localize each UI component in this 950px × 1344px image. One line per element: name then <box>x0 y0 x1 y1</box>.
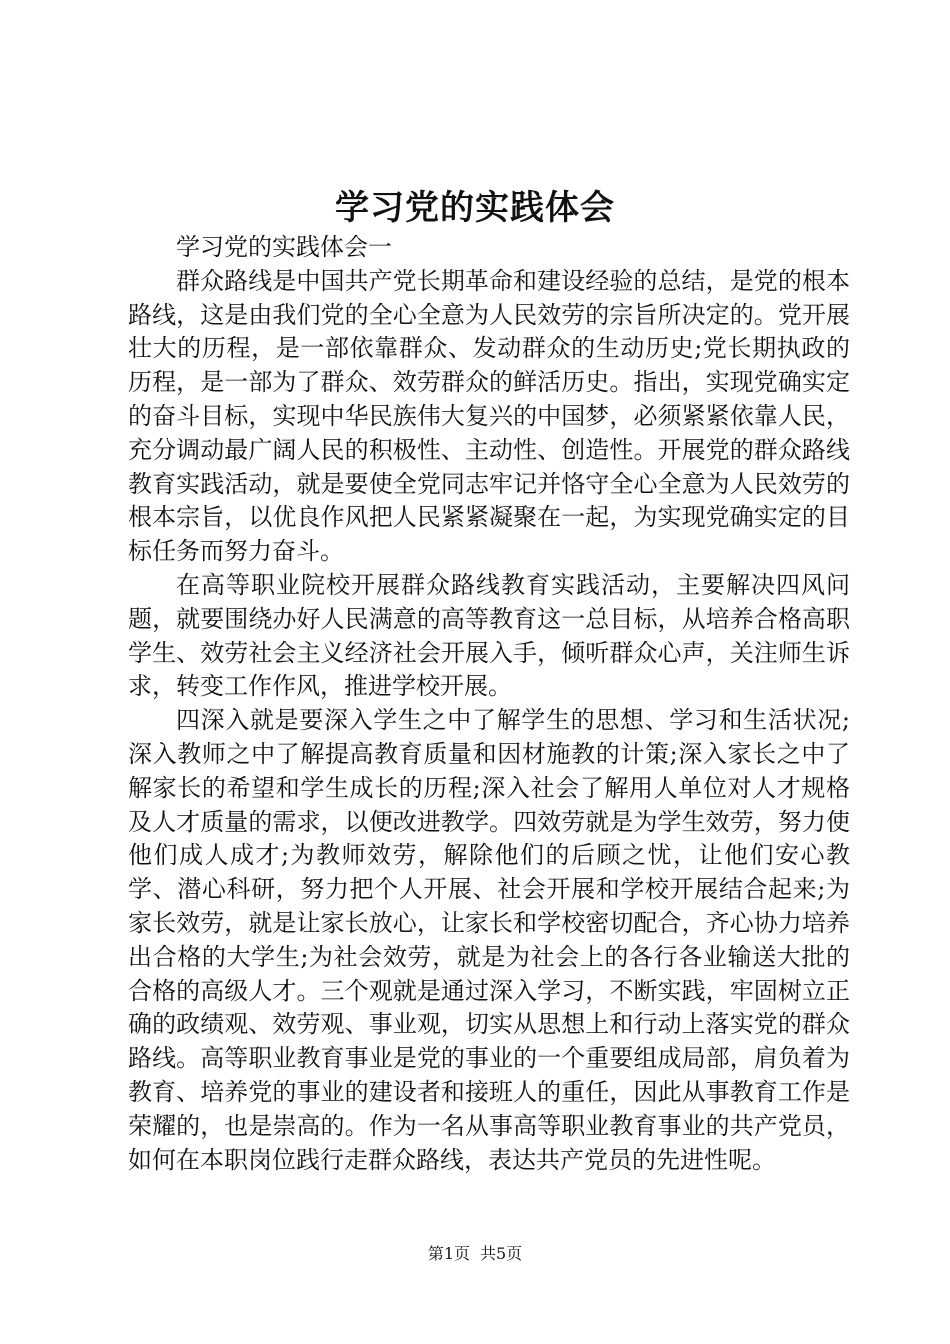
page-number: 第1页 <box>427 1244 470 1263</box>
paragraph-2: 在高等职业院校开展群众路线教育实践活动，主要解决四风问题，就要围绕办好人民满意的高等教育这一总目标，从培养合格高职学生、效劳社会主义经济社会开展入手，倾听群众心声，关注师生诉求，转变工作作风，推进学校开展。 <box>128 570 850 701</box>
document-title: 学习党的实践体会 <box>335 188 615 228</box>
page-total: 共5页 <box>480 1244 523 1263</box>
paragraph-1: 群众路线是中国共产党长期革命和建设经验的总结，是党的根本路线，这是由我们党的全心全意为人民效劳的宗旨所决定的。党开展壮大的历程，是一部依靠群众、发动群众的生动历史;党长期执政的历程，是一部为了群众、效劳群众的鲜活历史。指出，实现党确实定的奋斗目标，实现中华民族伟大复兴的中国梦，必须紧紧依靠人民，充分调动最广阔人民的积极性、主动性、创造性。开展党的群众路线教育实践活动，就是要使全党同志牢记并恪守全心全意为人民效劳的根本宗旨，以优良作风把人民紧紧凝聚在一起，为实现党确实定的目标任务而努力奋斗。 <box>128 266 850 566</box>
paragraph-3: 四深入就是要深入学生之中了解学生的思想、学习和生活状况;深入教师之中了解提高教育质量和因材施教的计策;深入家长之中了解家长的希望和学生成长的历程;深入社会了解用人单位对人才规格及人才质量的需求，以便改进教学。四效劳就是为学生效劳，努力使他们成人成才;为教师效劳，解除他们的后顾之忧，让他们安心教学、潜心科研，努力把个人开展、社会开展和学校开展结合起来;为家长效劳，就是让家长放心，让家长和学校密切配合，齐心协力培养出合格的大学生;为社会效劳，就是为社会上的各行各业输送大批的合格的高级人才。三个观就是通过深入学习，不断实践，牢固树立正确的政绩观、效劳观、事业观，切实从思想上和行动上落实党的群众路线。高等职业教育事业是党的事业的一个重要组成局部，肩负着为教育、培养党的事业的建设者和接班人的重任，因此从事教育工作是荣耀的，也是崇高的。作为一名从事高等职业教育事业的共产党员，如何在本职岗位践行走群众路线，表达共产党员的先进性呢。 <box>128 706 850 1174</box>
section-heading: 学习党的实践体会一 <box>176 233 392 261</box>
page-footer <box>0 1243 950 1265</box>
document-body <box>128 231 850 1177</box>
